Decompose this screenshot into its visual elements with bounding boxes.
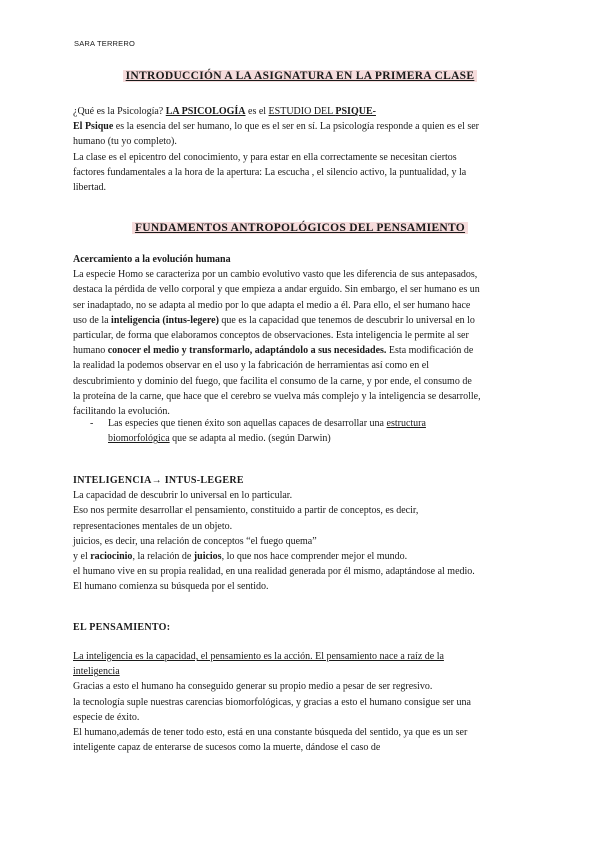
bullet-dash: - xyxy=(90,418,94,429)
pensamiento-paragraph xyxy=(73,649,533,755)
inteligencia-line-3: representaciones mentales de un objeto. xyxy=(73,520,233,532)
inteligencia-line-7: El humano comienza su búsqueda por el sentido. xyxy=(73,581,269,593)
pensamiento-section xyxy=(73,620,533,635)
text-span: y el xyxy=(73,551,91,563)
conocer-medio-term: conocer el medio y transformarlo, adaptándolo a sus necesidades. xyxy=(107,345,387,357)
section-title-introduccion xyxy=(0,70,600,82)
inteligencia-line-1: La capacidad de descubrir lo universal en lo particular. xyxy=(73,490,293,502)
text-span: , lo que nos hace comprender mejor el mundo. xyxy=(221,551,408,563)
pensamiento-line-2: la tecnología suple nuestras carencias biomorfológicas, y gracias a esto el humano consigue ser una xyxy=(73,696,471,708)
evolucion-line-6 xyxy=(73,343,533,358)
clase-line-3: libertad. xyxy=(73,182,107,194)
question-text: ¿Qué es la Psicología? xyxy=(73,106,166,117)
darwin-bullet xyxy=(90,416,530,448)
inteligencia-line-5 xyxy=(73,549,533,564)
psicologia-term: LA PSICOLOGÍA xyxy=(165,106,246,117)
pensamiento-line-4: El humano,además de tener todo esto, está en una constante búsqueda del sentido, ya que es un ser xyxy=(73,727,468,739)
text-span: uso de la xyxy=(73,314,112,326)
evolucion-line-9: la proteína de la carne, que hace que el cerebro se vuelva más complejo y la inteligencia se desarrolle, xyxy=(73,390,481,402)
inteligencia-heading: INTELIGENCIA→ INTUS-LEGERE xyxy=(73,475,244,486)
text-span: que se adapta al medio. (según Darwin) xyxy=(169,433,331,445)
bullet-text xyxy=(108,416,528,446)
text-span: Esta modificación de xyxy=(386,345,474,357)
evolucion-subtitle: Acercamiento a la evolución humana xyxy=(73,254,231,265)
biomorfologica-term: biomorfológica xyxy=(108,433,170,445)
inteligencia-section xyxy=(73,473,533,595)
section-title-fundamentos xyxy=(0,222,600,234)
clase-line-2: factores fundamentales a la hora de la apertura: La escucha , el silencio activo, la puntualidad, y la xyxy=(73,166,467,178)
raciocinio-term: raciocinio xyxy=(90,551,133,563)
psicologia-question-line xyxy=(73,104,533,119)
evolucion-line-4 xyxy=(73,313,533,328)
text-span: , la relación de xyxy=(132,551,194,563)
evolucion-line-2: destaca la pérdida de vello corporal y que empieza a andar erguido. Sin embargo, el ser humano es un xyxy=(73,284,480,296)
bullet-line-2 xyxy=(108,431,528,446)
inteligencia-line-2: Eso nos permite desarrollar el pensamiento, constituido a partir de conceptos, es decir, xyxy=(73,505,419,517)
inteligencia-line-6: el humano vive en su propia realidad, en una realidad generada por él mismo, adaptándose al medio. xyxy=(73,566,475,578)
pensamiento-line-1: Gracias a esto el humano ha conseguido generar su propio medio a pesar de ser regresivo. xyxy=(73,681,433,693)
evolucion-line-1: La especie Homo se caracteriza por un cambio evolutivo vasto que les diferencia de sus antepasados, xyxy=(73,269,478,281)
psique-definition-line-1 xyxy=(73,119,533,134)
evolucion-line-5: particular, de forma que elaboramos conceptos de observaciones. Esta inteligencia le permite al ser xyxy=(73,330,469,342)
estudio-term: ESTUDIO DEL xyxy=(268,106,336,117)
text-span: humano xyxy=(73,345,108,357)
pensamiento-underlined-line-1: La inteligencia es la capacidad, el pensamiento es la acción. El pensamiento nace a raíz de la xyxy=(73,651,444,662)
evolucion-line-10: facilitando la evolución. xyxy=(73,406,170,418)
pensamiento-heading: EL PENSAMIENTO: xyxy=(73,622,171,633)
author-header: SARA TERRERO xyxy=(74,39,136,48)
evolucion-line-8: descubrimiento y dominio del fuego, que facilita el consumo de la carne, y por ende, el consumo de xyxy=(73,375,472,387)
intro-paragraph xyxy=(73,104,533,195)
juicios-term: juicios xyxy=(193,551,222,563)
pensamiento-underlined-line-2: inteligencia xyxy=(73,666,120,678)
clase-line-1: La clase es el epicentro del conocimiento, y para estar en ella correctamente se necesitan ciertos xyxy=(73,151,457,163)
evolucion-line-7: la realidad la podemos observar en el uso y la fabricación de herramientas así como en el xyxy=(73,360,429,372)
bullet-line-1 xyxy=(108,416,528,431)
section-title-text: INTRODUCCIÓN A LA ASIGNATURA EN LA PRIMERA CLASE xyxy=(123,70,478,82)
psique-definition-text: es la esencia del ser humano, lo que es el ser en sí. La psicología responde a quien es el ser xyxy=(113,121,480,133)
estructura-term: estructura xyxy=(386,418,426,429)
evolucion-paragraph xyxy=(73,252,533,419)
psique-definition-line-2: humano (tu yo completo). xyxy=(73,136,177,148)
psique-term: PSIQUE- xyxy=(335,106,376,117)
pensamiento-line-5: inteligente capaz de enterarse de sucesos como la muerte, dándose el caso de xyxy=(73,742,381,754)
question-mid-text: es el xyxy=(245,106,269,117)
psique-bold-term: El Psique xyxy=(73,121,114,133)
inteligencia-term: inteligencia (intus-legere) xyxy=(111,314,219,326)
inteligencia-line-4: juicios, es decir, una relación de conceptos “el fuego quema” xyxy=(73,535,317,547)
text-span: que es la capacidad que tenemos de descubrir lo universal en lo xyxy=(218,314,475,326)
pensamiento-line-3: especie de éxito. xyxy=(73,711,140,723)
text-span: Las especies que tienen éxito son aquellas capaces de desarrollar una xyxy=(108,418,387,429)
evolucion-line-3: ser inadaptado, no se adapta al medio por lo que adapta el medio a él. Para ello, el ser humano hace xyxy=(73,299,471,311)
section-title-text: FUNDAMENTOS ANTROPOLÓGICOS DEL PENSAMIENTO xyxy=(132,222,468,234)
